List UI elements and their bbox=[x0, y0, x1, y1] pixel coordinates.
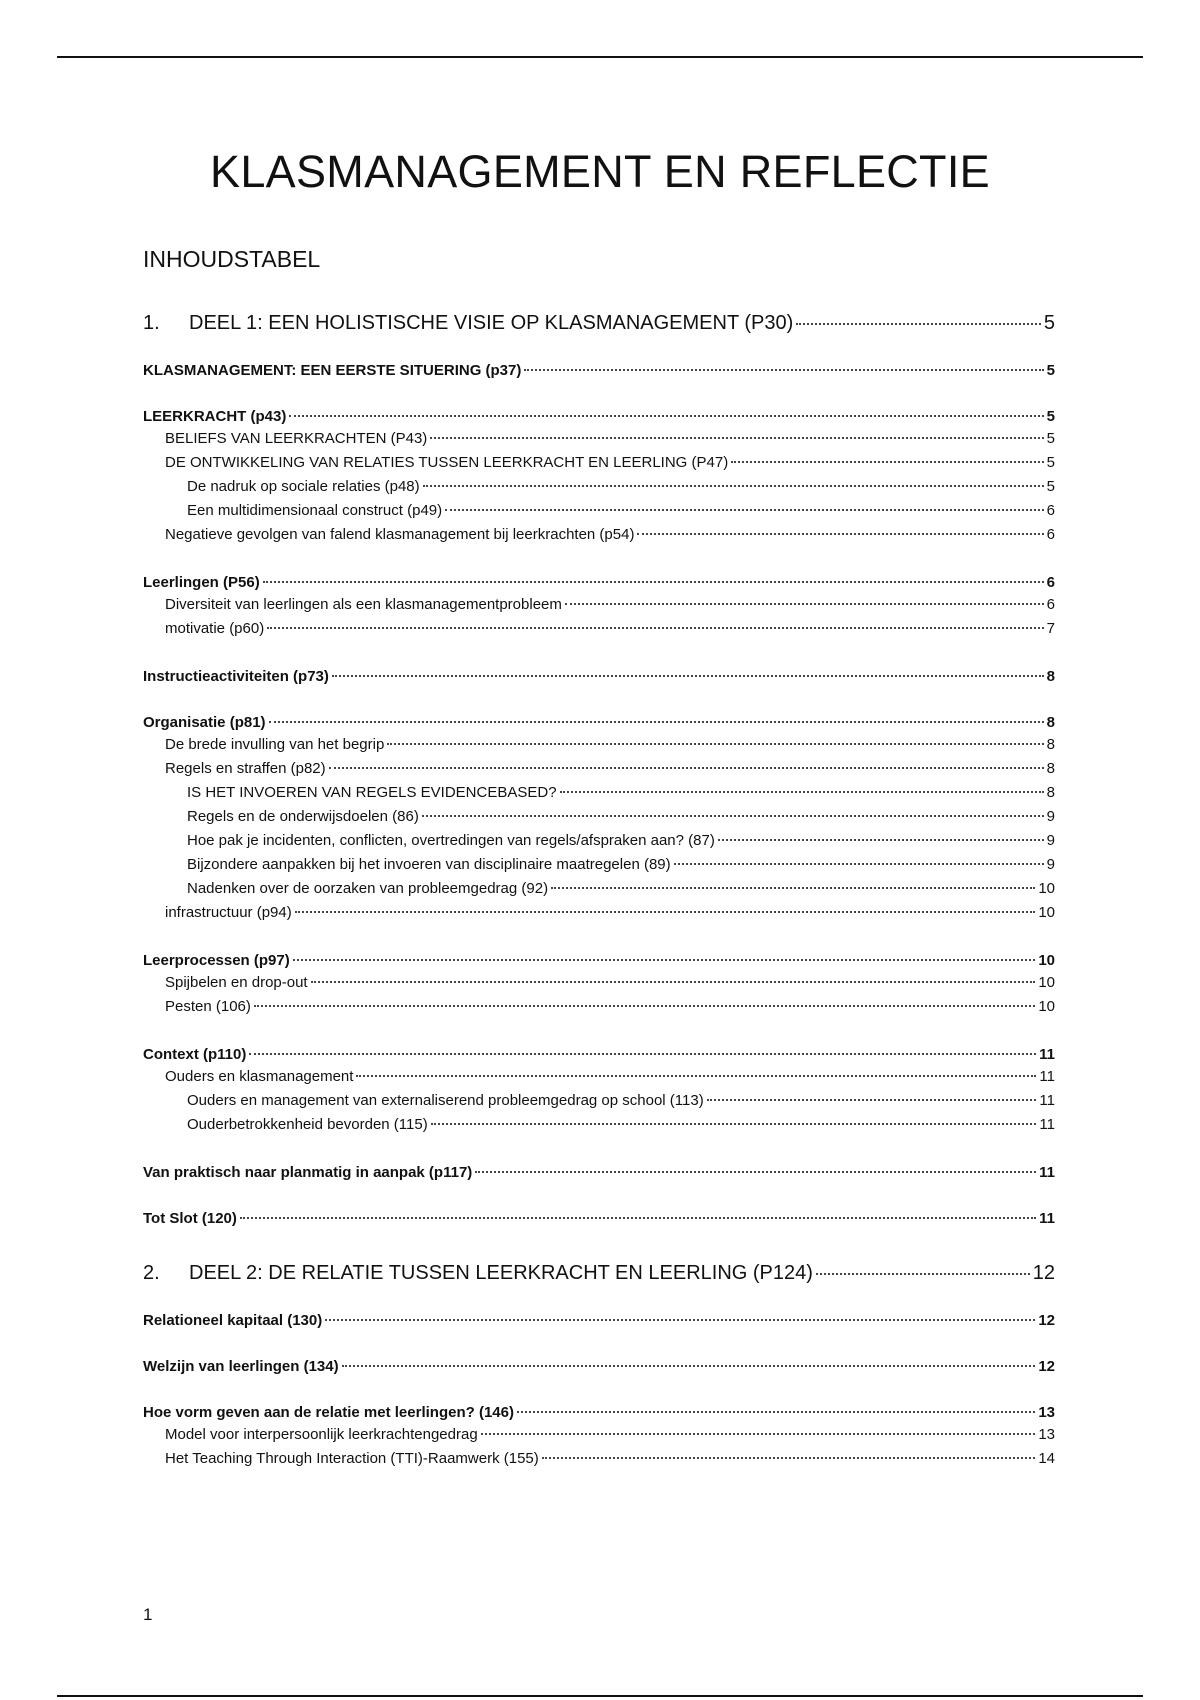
dot-leader bbox=[796, 323, 1041, 325]
toc-entry-page: 13 bbox=[1038, 1404, 1055, 1421]
toc-entry-title: LEERKRACHT (p43) bbox=[143, 408, 287, 425]
toc-entry-page: 10 bbox=[1038, 952, 1055, 969]
toc-entry-title: De brede invulling van het begrip bbox=[165, 736, 385, 753]
toc-entry-title: Diversiteit van leerlingen als een klasmanagementprobleem bbox=[165, 596, 562, 613]
toc-entry[interactable] bbox=[143, 596, 1055, 620]
toc-entry-page: 5 bbox=[1046, 362, 1055, 379]
toc-entry[interactable] bbox=[143, 998, 1055, 1022]
toc-entry-page: 9 bbox=[1046, 808, 1055, 825]
dot-leader bbox=[329, 767, 1044, 769]
toc-entry[interactable] bbox=[143, 856, 1055, 880]
toc-entry[interactable] bbox=[143, 974, 1055, 998]
toc-entry[interactable] bbox=[143, 1426, 1055, 1450]
toc-entry-title: Spijbelen en drop-out bbox=[165, 974, 308, 991]
toc-entry-title: KLASMANAGEMENT: EEN EERSTE SITUERING (p37) bbox=[143, 362, 522, 379]
dot-leader bbox=[342, 1365, 1036, 1367]
toc-entry[interactable] bbox=[143, 904, 1055, 928]
toc-entry-page: 11 bbox=[1039, 1068, 1055, 1085]
toc-entry[interactable] bbox=[143, 1164, 1055, 1186]
toc-entry[interactable] bbox=[143, 808, 1055, 832]
toc-entry[interactable] bbox=[143, 714, 1055, 736]
toc-entry[interactable] bbox=[143, 1116, 1055, 1140]
toc-entry[interactable] bbox=[143, 1092, 1055, 1116]
footer-rule bbox=[57, 1695, 1143, 1697]
toc-entry[interactable] bbox=[143, 952, 1055, 974]
toc-entry-page: 10 bbox=[1038, 880, 1055, 897]
toc-entry-title: Tot Slot (120) bbox=[143, 1210, 237, 1227]
toc-entry-page: 5 bbox=[1043, 312, 1055, 334]
dot-leader bbox=[422, 815, 1044, 817]
toc-entry-page: 12 bbox=[1032, 1262, 1055, 1284]
toc-entry[interactable] bbox=[143, 1068, 1055, 1092]
toc-entry-page: 11 bbox=[1039, 1092, 1055, 1109]
toc-entry-page: 7 bbox=[1046, 620, 1055, 637]
toc-entry-title: Een multidimensionaal construct (p49) bbox=[187, 502, 443, 519]
toc-entry-page: 10 bbox=[1038, 974, 1055, 991]
page-number: 1 bbox=[143, 1605, 153, 1624]
toc-entry[interactable] bbox=[143, 502, 1055, 526]
dot-leader bbox=[816, 1273, 1030, 1275]
dot-leader bbox=[542, 1457, 1036, 1459]
toc-entry[interactable] bbox=[143, 574, 1055, 596]
toc-entry-title: Ouders en klasmanagement bbox=[165, 1068, 354, 1085]
toc-entry[interactable] bbox=[143, 430, 1055, 454]
toc-entry[interactable] bbox=[143, 1358, 1055, 1380]
toc-entry-title: Negatieve gevolgen van falend klasmanagement bij leerkrachten (p54) bbox=[165, 526, 635, 543]
toc-entry-title: Bijzondere aanpakken bij het invoeren van disciplinaire maatregelen (89) bbox=[187, 856, 671, 873]
dot-leader bbox=[517, 1411, 1035, 1413]
toc-entry-page: 10 bbox=[1038, 998, 1055, 1015]
toc-entry-title: Van praktisch naar planmatig in aanpak (p117) bbox=[143, 1164, 473, 1181]
toc-entry-number: 1. bbox=[143, 312, 160, 334]
dot-leader bbox=[674, 863, 1044, 865]
dot-leader bbox=[267, 627, 1043, 629]
toc-entry-page: 11 bbox=[1039, 1210, 1055, 1227]
toc-entry-page: 5 bbox=[1046, 478, 1055, 495]
toc-entry-title: Leerprocessen (p97) bbox=[143, 952, 290, 969]
dot-leader bbox=[565, 603, 1044, 605]
toc-entry[interactable] bbox=[143, 760, 1055, 784]
dot-leader bbox=[240, 1217, 1036, 1219]
toc-entry-title: DEEL 2: DE RELATIE TUSSEN LEERKRACHT EN LEERLING (P124) bbox=[189, 1262, 813, 1284]
toc-entry[interactable] bbox=[143, 1450, 1055, 1474]
toc-entry[interactable] bbox=[143, 1046, 1055, 1068]
toc-entry-page: 6 bbox=[1046, 502, 1055, 519]
toc-entry-page: 6 bbox=[1046, 596, 1055, 613]
toc-entry[interactable] bbox=[143, 526, 1055, 550]
dot-leader bbox=[295, 911, 1036, 913]
toc-entry-title: Ouders en management van externaliserend probleemgedrag op school (113) bbox=[187, 1092, 704, 1109]
toc-entry-page: 14 bbox=[1038, 1450, 1055, 1467]
toc-entry-title: Regels en straffen (p82) bbox=[165, 760, 326, 777]
dot-leader bbox=[731, 461, 1043, 463]
toc-entry[interactable] bbox=[143, 454, 1055, 478]
toc-entry-title: De nadruk op sociale relaties (p48) bbox=[187, 478, 420, 495]
toc-entry-page: 12 bbox=[1038, 1358, 1055, 1375]
dot-leader bbox=[707, 1099, 1037, 1101]
toc-entry-page: 5 bbox=[1046, 408, 1055, 425]
toc-entry-page: 8 bbox=[1046, 760, 1055, 777]
dot-leader bbox=[718, 839, 1044, 841]
dot-leader bbox=[430, 437, 1043, 439]
toc-entry-page: 5 bbox=[1046, 454, 1055, 471]
toc-entry-page: 8 bbox=[1046, 784, 1055, 801]
toc-entry-title: IS HET INVOEREN VAN REGELS EVIDENCEBASED? bbox=[187, 784, 557, 801]
toc-entry-page: 5 bbox=[1046, 430, 1055, 447]
toc-entry-page: 10 bbox=[1038, 904, 1055, 921]
toc-entry-page: 11 bbox=[1039, 1164, 1055, 1181]
dot-leader bbox=[254, 1005, 1035, 1007]
toc-entry[interactable] bbox=[143, 1262, 1055, 1290]
toc-entry-page: 6 bbox=[1046, 574, 1055, 591]
toc-entry-title: Het Teaching Through Interaction (TTI)-Raamwerk (155) bbox=[165, 1450, 539, 1467]
toc-entry[interactable] bbox=[143, 880, 1055, 904]
dot-leader bbox=[431, 1123, 1037, 1125]
dot-leader bbox=[475, 1171, 1036, 1173]
dot-leader bbox=[445, 509, 1044, 511]
toc-entry-title: infrastructuur (p94) bbox=[165, 904, 292, 921]
dot-leader bbox=[560, 791, 1044, 793]
toc-entry[interactable] bbox=[143, 668, 1055, 690]
dot-leader bbox=[387, 743, 1043, 745]
toc-entry[interactable] bbox=[143, 312, 1055, 340]
toc-entry[interactable] bbox=[143, 1210, 1055, 1232]
toc-entry[interactable] bbox=[143, 1312, 1055, 1334]
toc-entry-title: Nadenken over de oorzaken van probleemgedrag (92) bbox=[187, 880, 549, 897]
document-title: KLASMANAGEMENT EN REFLECTIE bbox=[210, 146, 990, 197]
toc-entry-title: DE ONTWIKKELING VAN RELATIES TUSSEN LEERKRACHT EN LEERLING (P47) bbox=[165, 454, 729, 471]
dot-leader bbox=[249, 1053, 1036, 1055]
toc-entry-page: 8 bbox=[1046, 668, 1055, 685]
toc-entry-title: motivatie (p60) bbox=[165, 620, 265, 637]
dot-leader bbox=[269, 721, 1044, 723]
toc-entry[interactable] bbox=[143, 362, 1055, 384]
dot-leader bbox=[325, 1319, 1035, 1321]
toc-entry[interactable] bbox=[143, 408, 1055, 430]
toc-entry-page: 8 bbox=[1046, 714, 1055, 731]
toc-entry-title: DEEL 1: EEN HOLISTISCHE VISIE OP KLASMANAGEMENT (P30) bbox=[189, 312, 794, 334]
dot-leader bbox=[637, 533, 1043, 535]
dot-leader bbox=[481, 1433, 1036, 1435]
header-rule bbox=[57, 56, 1143, 58]
toc-entry-title: Organisatie (p81) bbox=[143, 714, 266, 731]
toc-entry-title: Hoe vorm geven aan de relatie met leerlingen? (146) bbox=[143, 1404, 514, 1421]
dot-leader bbox=[332, 675, 1044, 677]
toc-entry-title: Pesten (106) bbox=[165, 998, 251, 1015]
toc-entry-title: Welzijn van leerlingen (134) bbox=[143, 1358, 339, 1375]
toc-entry-title: BELIEFS VAN LEERKRACHTEN (P43) bbox=[165, 430, 428, 447]
toc-entry[interactable] bbox=[143, 478, 1055, 502]
dot-leader bbox=[356, 1075, 1036, 1077]
dot-leader bbox=[423, 485, 1044, 487]
toc-entry-page: 8 bbox=[1046, 736, 1055, 753]
toc-entry-title: Hoe pak je incidenten, conflicten, overtredingen van regels/afspraken aan? (87) bbox=[187, 832, 715, 849]
toc-entry-page: 9 bbox=[1046, 856, 1055, 873]
dot-leader bbox=[551, 887, 1035, 889]
toc-entry-title: Ouderbetrokkenheid bevorden (115) bbox=[187, 1116, 428, 1133]
toc-entry-page: 6 bbox=[1046, 526, 1055, 543]
toc-entry-page: 12 bbox=[1038, 1312, 1055, 1329]
dot-leader bbox=[524, 369, 1043, 371]
toc-entry-title: Model voor interpersoonlijk leerkrachtengedrag bbox=[165, 1426, 478, 1443]
toc-entry[interactable] bbox=[143, 620, 1055, 644]
toc-entry-page: 11 bbox=[1039, 1046, 1055, 1063]
dot-leader bbox=[263, 581, 1044, 583]
toc-heading: INHOUDSTABEL bbox=[143, 246, 321, 272]
table-of-contents bbox=[143, 312, 1055, 1474]
toc-entry-title: Regels en de onderwijsdoelen (86) bbox=[187, 808, 419, 825]
toc-entry-number: 2. bbox=[143, 1262, 160, 1284]
toc-entry-title: Relationeel kapitaal (130) bbox=[143, 1312, 323, 1329]
toc-entry-title: Leerlingen (P56) bbox=[143, 574, 260, 591]
toc-entry-title: Instructieactiviteiten (p73) bbox=[143, 668, 329, 685]
toc-entry-page: 9 bbox=[1046, 832, 1055, 849]
toc-entry[interactable] bbox=[143, 1404, 1055, 1426]
dot-leader bbox=[289, 415, 1043, 417]
toc-entry[interactable] bbox=[143, 784, 1055, 808]
dot-leader bbox=[293, 959, 1036, 961]
toc-entry[interactable] bbox=[143, 736, 1055, 760]
toc-entry-page: 13 bbox=[1038, 1426, 1055, 1443]
toc-entry-title: Context (p110) bbox=[143, 1046, 247, 1063]
dot-leader bbox=[311, 981, 1036, 983]
toc-entry-page: 11 bbox=[1039, 1116, 1055, 1133]
toc-entry[interactable] bbox=[143, 832, 1055, 856]
